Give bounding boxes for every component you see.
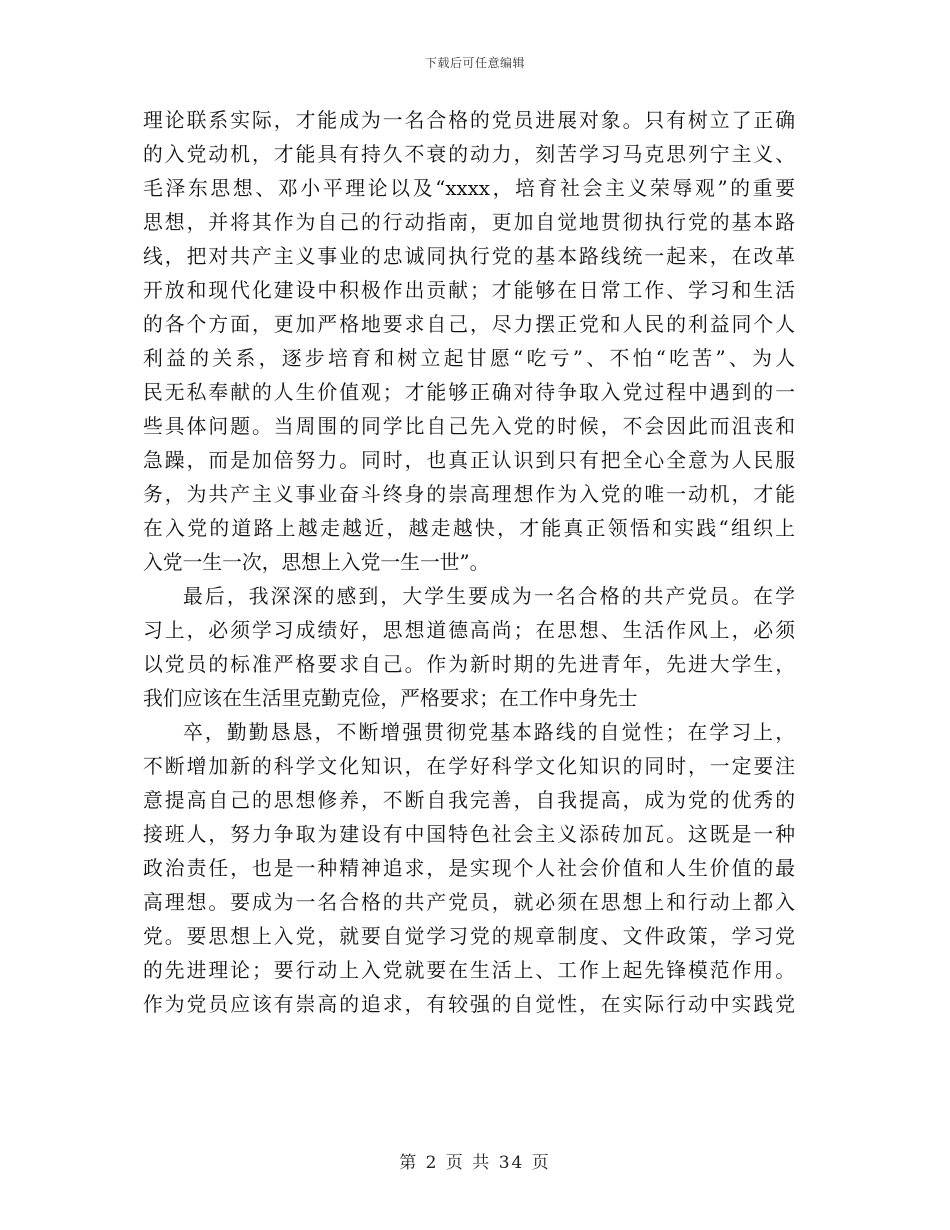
- text-line: 思想，并将其作为自己的行动指南，更加自觉地贯彻执行党的基本路: [143, 211, 795, 234]
- text-line: 卒，勤勤恳恳，不断增强贯彻党基本路线的自觉性；在学习上，: [183, 721, 795, 744]
- paragraph-1: [143, 104, 795, 580]
- text-line: 在入党的道路上越走越近，越走越快，才能真正领悟和实践“组织上: [143, 517, 795, 540]
- text-line: 我们应该在生活里克勤克俭，严格要求；在工作中身先士: [143, 687, 638, 710]
- text-line: 理论联系实际，才能成为一名合格的党员进展对象。只有树立了正确: [143, 109, 795, 132]
- text-line: 的先进理论；要行动上入党就要在生活上、工作上起先锋模范作用。: [143, 959, 795, 982]
- text-line: 的入党动机，才能具有持久不衰的动力，刻苦学习马克思列宁主义、: [143, 143, 795, 166]
- text-line: 以党员的标准严格要求自己。作为新时期的先进青年，先进大学生，: [143, 653, 795, 676]
- text-line: 不断增加新的科学文化知识，在学好科学文化知识的同时，一定要注: [143, 755, 795, 778]
- text-line: 政治责任，也是一种精神追求，是实现个人社会价值和人生价值的最: [143, 857, 795, 880]
- text-line: 党。要思想上入党，就要自觉学习党的规章制度、文件政策，学习党: [143, 925, 795, 948]
- paragraph-2: [143, 580, 795, 716]
- text-line: 作为党员应该有崇高的追求，有较强的自觉性，在实际行动中实践党: [143, 993, 795, 1016]
- text-line: 的各个方面，更加严格地要求自己，尽力摆正党和人民的利益同个人: [143, 313, 795, 336]
- text-line: 高理想。要成为一名合格的共产党员，就必须在思想上和行动上都入: [143, 891, 795, 914]
- text-line: 急躁，而是加倍努力。同时，也真正认识到只有把全心全意为人民服: [143, 449, 795, 472]
- text-line: 接班人，努力争取为建设有中国特色社会主义添砖加瓦。这既是一种: [143, 823, 795, 846]
- text-line: 民无私奉献的人生价值观；才能够正确对待争取入党过程中遇到的一: [143, 381, 795, 404]
- document-body: [143, 104, 795, 1022]
- text-line: 习上，必须学习成绩好，思想道德高尚；在思想、生活作风上，必须: [143, 619, 795, 642]
- text-line: 毛泽东思想、邓小平理论以及“xxxx，培育社会主义荣辱观”的重要: [143, 177, 795, 200]
- text-line: 利益的关系，逐步培育和树立起甘愿“吃亏”、不怕“吃苦”、为人: [143, 347, 795, 370]
- text-line: 些具体问题。当周围的同学比自己先入党的时候，不会因此而沮丧和: [143, 415, 795, 438]
- text-line: 务，为共产主义事业奋斗终身的崇高理想作为入党的唯一动机，才能: [143, 483, 795, 506]
- text-line: 最后，我深深的感到，大学生要成为一名合格的共产党员。在学: [183, 585, 795, 608]
- paragraph-3: [143, 716, 795, 1022]
- text-line: 意提高自己的思想修养，不断自我完善，自我提高，成为党的优秀的: [143, 789, 795, 812]
- text-line: 入党一生一次，思想上入党一生一世”。: [143, 551, 490, 574]
- page-number-footer: 第 2 页 共 34 页: [399, 1153, 551, 1173]
- text-line: 开放和现代化建设中积极作出贡献；才能够在日常工作、学习和生活: [143, 279, 795, 302]
- text-line: 线，把对共产主义事业的忠诚同执行党的基本路线统一起来，在改革: [143, 245, 795, 268]
- page-header-note: 下载后可任意编辑: [424, 56, 525, 70]
